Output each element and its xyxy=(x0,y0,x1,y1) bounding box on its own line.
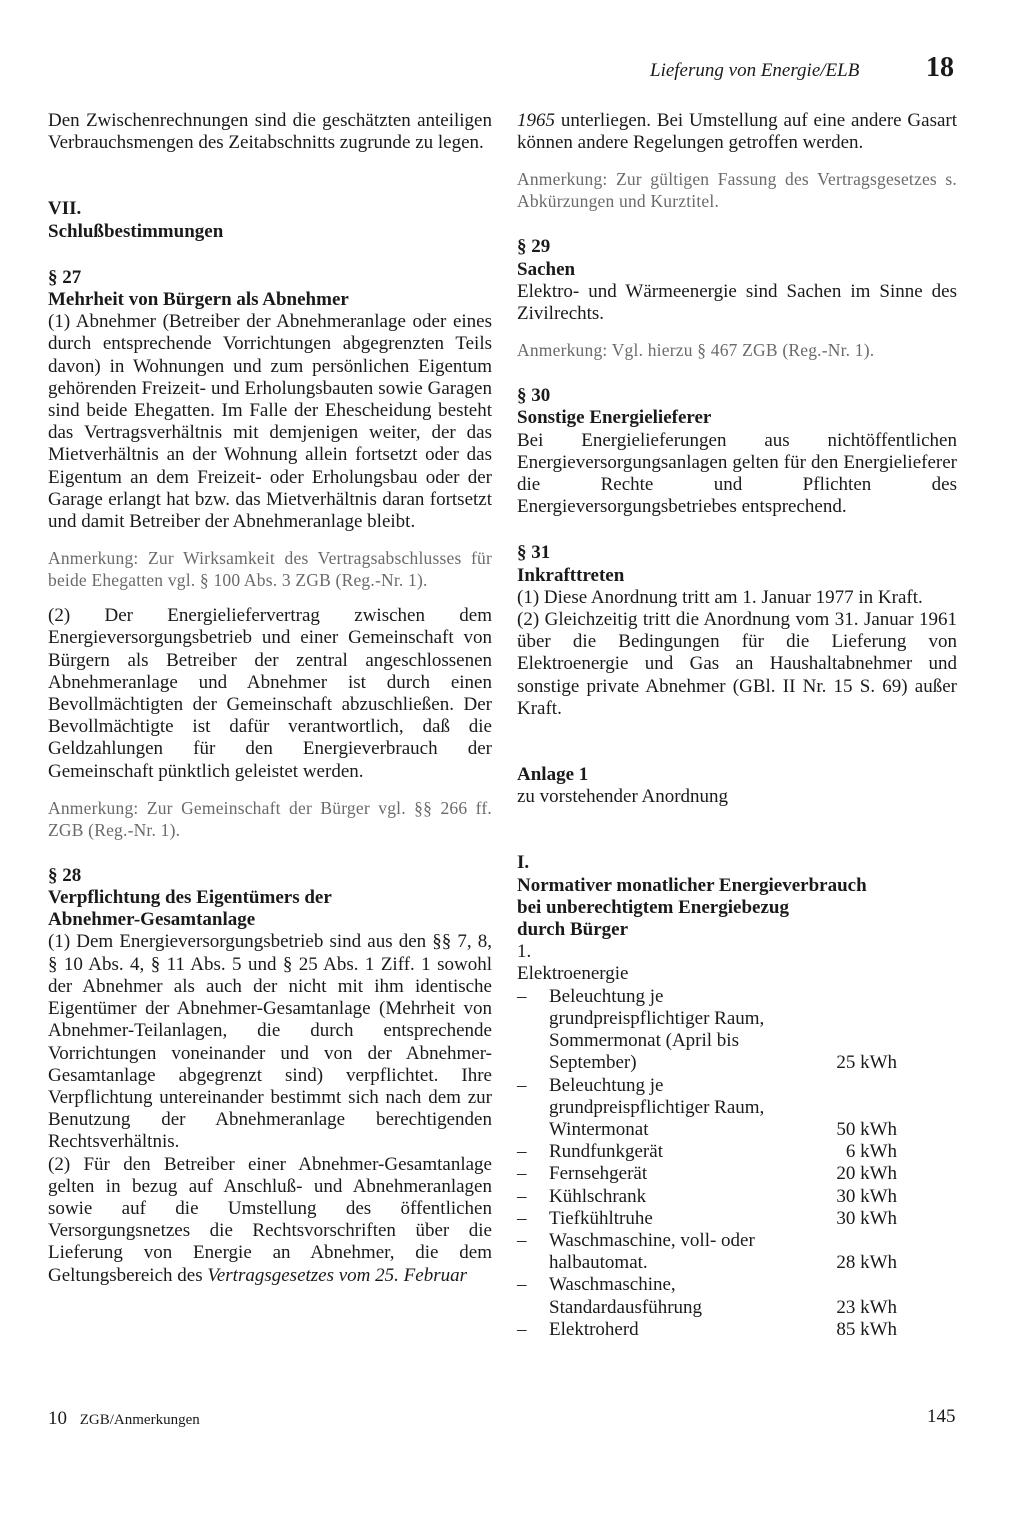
table-row xyxy=(517,986,897,1075)
consumption-value: 25 kWh xyxy=(836,1052,897,1074)
anlage-title: Anlage 1 xyxy=(517,764,589,786)
running-title: Lieferung von Energie/ELB xyxy=(650,60,860,81)
list-dash: – xyxy=(517,1318,527,1340)
note-27-1: Anmerkung: Zur Wirksamkeit des Vertragsabschlusses für beide Ehegatten vgl. § 100 Abs. 3 ZGB (Reg.-Nr. 1). xyxy=(48,548,492,591)
appliance-label: Tiefkühltruhe xyxy=(549,1207,653,1229)
signature-text: ZGB/Anmerkungen xyxy=(79,1412,200,1428)
energy-table xyxy=(517,986,897,1341)
note-28: Anmerkung: Zur gültigen Fassung des Vertragsgesetzes s. Abkürzungen und Kurztitel. xyxy=(517,169,957,212)
part-1-number: I. xyxy=(517,852,530,874)
appliance-label: Beleuchtung je grundpreispflichtiger Raum, Sommermonat (April bis September) xyxy=(549,985,765,1074)
paragraph-28-clause-2 xyxy=(48,1154,492,1287)
signature-number: 10 xyxy=(48,1408,67,1429)
right-column xyxy=(517,110,957,1341)
appliance-label: Elektroherd xyxy=(549,1318,639,1340)
section-number: VII. xyxy=(48,198,82,220)
consumption-value: 30 kWh xyxy=(836,1185,897,1207)
note-27-2: Anmerkung: Zur Gemeinschaft der Bürger vgl. §§ 266 ff. ZGB (Reg.-Nr. 1). xyxy=(48,797,492,840)
part-1-title-line-3: durch Bürger xyxy=(517,919,629,941)
paragraph-28-clause-1: (1) Dem Energieversorgungsbetrieb sind aus den §§ 7, 8, § 10 Abs. 4, § 11 Abs. 5 und § 25 Abs. 1 Ziff. 1 sowohl der Abnehmer als auch der nicht mit ihm identische Eigentümer der Abnehmer-Gesamtanlage (Mehrheit von Abnehmer-Teilanlagen, die durch entsprechende Vorrichtungen voneinander und von der Abnehmer-Gesamtanlage abgegrenzt sind) verpflichtet. Ihre Verpflichtung untereinander bestimmt sich nach dem zur Benutzung der Abnehmeranlage berechtigenden Rechtsverhältnis. xyxy=(48,931,492,1153)
clause-2-text: (2) Für den Betreiber einer Abnehmer-Gesamtanlage gelten in bezug auf Anschluß- und Abnehmeranlagen sowie auf die Umstellung des öffentlichen Versorgungsnetzes die Rechtsvorschriften über die Lieferung von Energie an Abnehmer, die dem Geltungsbereich des xyxy=(48,1153,492,1286)
list-dash: – xyxy=(517,1229,527,1251)
left-column xyxy=(48,110,492,1287)
appliance-label: Waschmaschine, voll- oder halbautomat. xyxy=(549,1229,755,1274)
table-row xyxy=(517,1163,897,1185)
continuation-text: unterliegen. Bei Umstellung auf eine andere Gasart können andere Regelungen getroffen werden. xyxy=(517,110,958,154)
law-reference: Vertragsgesetzes vom 25. Februar xyxy=(207,1264,467,1286)
appliance-label: Beleuchtung je grundpreispflichtiger Raum, Wintermonat xyxy=(549,1074,765,1140)
consumption-value: 23 kWh xyxy=(836,1296,897,1318)
list-dash: – xyxy=(517,1207,527,1229)
consumption-value: 28 kWh xyxy=(836,1252,897,1274)
paragraph-31-title: Inkrafttreten xyxy=(517,564,625,586)
table-row xyxy=(517,1186,897,1208)
list-dash: – xyxy=(517,1274,527,1296)
paragraph-31-clause-2: (2) Gleichzeitig tritt die Anordnung vom 31. Januar 1961 über die Bedingungen für die Lieferung von Elektroenergie und Gas an Haushaltabnehmer und sonstige private Abnehmer (GBl. II Nr. 15 S. 69) außer Kraft. xyxy=(517,609,957,719)
intro-paragraph: Den Zwischenrechnungen sind die geschätzten anteiligen Verbrauchsmengen des Zeitabschnitts zugrunde zu legen. xyxy=(48,110,492,154)
paragraph-27-clause-2: (2) Der Energieliefervertrag zwischen dem Energieversorgungsbetrieb und einer Gemeinschaft von Bürgern als Betreiber der zentral angeschlossenen Abnehmeranlage und Abnehmer ist durch einen Bevollmächtigten der Gemeinschaft abzuschließen. Der Bevollmächtigte ist dafür verantwortlich, daß die Geldzahlungen für den Energieverbrauch der Gemeinschaft pünktlich geleistet werden. xyxy=(48,605,492,782)
law-reference-year: 1965 xyxy=(517,110,555,131)
paragraph-29-text: Elektro- und Wärmeenergie sind Sachen im Sinne des Zivilrechts. xyxy=(517,280,957,325)
chapter-number: 18 xyxy=(926,52,954,83)
table-row xyxy=(517,1319,897,1341)
list-dash: – xyxy=(517,1163,527,1185)
consumption-value: 85 kWh xyxy=(836,1318,897,1340)
consumption-value: 20 kWh xyxy=(836,1163,897,1185)
paragraph-30-number: § 30 xyxy=(517,385,551,407)
footer-signature xyxy=(48,1408,200,1430)
paragraph-28-title-line-2: Abnehmer-Gesamtanlage xyxy=(48,909,256,931)
paragraph-29-title: Sachen xyxy=(517,258,576,280)
table-row xyxy=(517,1208,897,1230)
item-1-number: 1. xyxy=(517,941,532,963)
list-dash: – xyxy=(517,1185,527,1207)
table-row xyxy=(517,1141,897,1163)
page-number: 145 xyxy=(927,1406,956,1427)
paragraph-30-title: Sonstige Energielieferer xyxy=(517,407,712,429)
paragraph-29-number: § 29 xyxy=(517,236,551,258)
anlage-subtitle: zu vorstehender Anordnung xyxy=(517,786,729,808)
consumption-value: 50 kWh xyxy=(836,1118,897,1140)
appliance-label: Kühlschrank xyxy=(549,1185,647,1207)
section-title: Schlußbestimmungen xyxy=(48,220,224,242)
consumption-value: 30 kWh xyxy=(836,1207,897,1229)
paragraph-31-clause-1: (1) Diese Anordnung tritt am 1. Januar 1977 in Kraft. xyxy=(517,586,923,608)
part-1-title-line-1: Normativer monatlicher Energieverbrauch xyxy=(517,874,867,896)
paragraph-28-title-line-1: Verpflichtung des Eigentümers der xyxy=(48,887,332,909)
appliance-label: Waschmaschine, Standardausführung xyxy=(549,1274,703,1318)
paragraph-27-number: § 27 xyxy=(48,266,82,288)
appliance-label: Fernsehgerät xyxy=(549,1163,648,1185)
paragraph-30-text: Bei Energielieferungen aus nichtöffentlichen Energieversorgungsanlagen gelten für den Energielieferer die Rechte und Pflichten des Energieversorgungsbetriebes entsprechend. xyxy=(517,429,957,518)
list-dash: – xyxy=(517,1141,527,1163)
part-1-title-line-2: bei unberechtigtem Energiebezug xyxy=(517,896,789,918)
list-dash: – xyxy=(517,985,527,1007)
paragraph-28-continuation xyxy=(517,110,957,154)
table-row xyxy=(517,1075,897,1142)
paragraph-28-number: § 28 xyxy=(48,864,82,886)
note-29: Anmerkung: Vgl. hierzu § 467 ZGB (Reg.-Nr. 1). xyxy=(517,340,875,361)
paragraph-31-number: § 31 xyxy=(517,542,551,564)
table-row xyxy=(517,1230,897,1274)
table-row xyxy=(517,1274,897,1318)
paragraph-27-title: Mehrheit von Bürgern als Abnehmer xyxy=(48,289,349,311)
appliance-label: Rundfunkgerät xyxy=(549,1141,663,1163)
item-1-title: Elektroenergie xyxy=(517,963,629,985)
consumption-value: 6 kWh xyxy=(845,1141,897,1163)
list-dash: – xyxy=(517,1074,527,1096)
paragraph-27-clause-1: (1) Abnehmer (Betreiber der Abnehmeranlage oder eines durch entsprechende Vorrichtungen abgegrenzten Teils davon) in Wohnungen und zum persönlichen Eigentum gehörenden Freizeit- und Erholungsbauten sowie Garagen sind beide Ehegatten. Im Falle der Ehescheidung besteht das Vertragsverhältnis mit demjenigen weiter, der das Mietverhältnis an der Wohnung allein fortsetzt oder das Eigentum an dem Freizeit- oder Erholungsbau oder der Garage erlangt hat bzw. das Mietverhältnis daran fortsetzt und damit Betreiber der Abnehmeranlage bleibt. xyxy=(48,311,492,533)
